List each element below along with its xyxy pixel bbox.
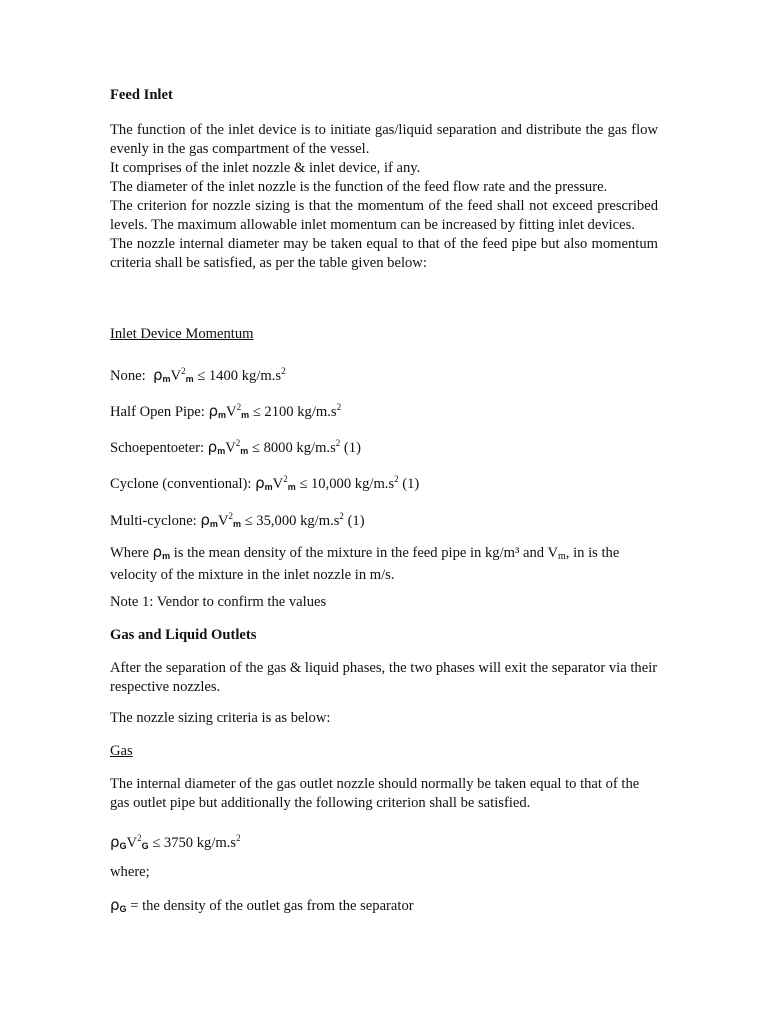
subscript-m: m	[264, 482, 273, 492]
subscript-m: m	[558, 551, 566, 562]
momentum-heading: Inlet Device Momentum	[110, 326, 254, 342]
rho-symbol: ρ	[152, 543, 163, 561]
rho-g-definition	[110, 896, 658, 919]
subscript-m: m	[209, 519, 218, 529]
gas-paragraph: The internal diameter of the gas outlet nozzle should normally be taken equal to that of the gas outlet pipe but additionally the following criterion shall be satisfied.	[110, 776, 640, 811]
where-definition	[110, 543, 658, 585]
outlets-para-1: After the separation of the gas & liquid phases, the two phases will exit the separator via their respective nozzles.	[110, 660, 658, 695]
outlets-para-2: The nozzle sizing criteria is as below:	[110, 710, 331, 726]
gas-heading: Gas	[110, 743, 133, 759]
velocity-symbol: V	[170, 368, 182, 384]
superscript-2: 2	[235, 438, 241, 448]
momentum-item	[110, 470, 658, 497]
momentum-item-note: (1)	[343, 513, 365, 529]
subscript-m: m	[217, 446, 226, 456]
rho-symbol: ρ	[255, 474, 265, 492]
subscript-g: G	[141, 841, 149, 851]
momentum-item-note: (1)	[398, 476, 420, 492]
momentum-item-label: Cyclone (conventional):	[110, 476, 252, 492]
subscript-m: m	[241, 410, 250, 420]
gas-criterion	[110, 829, 658, 856]
outlets-heading: Gas and Liquid Outlets	[110, 627, 257, 643]
superscript-2: 2	[181, 366, 186, 376]
momentum-item-limit: ≤ 1400 kg/m.s	[193, 368, 282, 384]
momentum-item-label: None:	[110, 368, 146, 384]
feed-inlet-para-4: The criterion for nozzle sizing is that the momentum of the feed shall not exceed prescribed levels. The maximum allowable inlet momentum can be increased by fitting inlet devices.	[110, 198, 658, 233]
momentum-item-label: Half Open Pipe:	[110, 404, 205, 420]
momentum-item-note: (1)	[340, 440, 361, 456]
subscript-m: m	[287, 482, 296, 492]
gas-limit: ≤ 3750 kg/m.s	[148, 835, 237, 851]
feed-inlet-para-5: The nozzle internal diameter may be taken equal to that of the feed pipe but also momentum criteria shall be satisfied, as per the table given below:	[110, 236, 658, 271]
where-text-a: Where	[110, 545, 153, 561]
rho-symbol: ρ	[207, 438, 218, 456]
subscript-g: G	[119, 904, 127, 914]
rho-symbol: ρ	[200, 511, 210, 529]
momentum-item	[110, 434, 658, 461]
superscript-2: 2	[228, 511, 233, 521]
subscript-m: m	[162, 551, 171, 561]
superscript-2: 2	[335, 438, 341, 448]
feed-inlet-para-2: It comprises of the inlet nozzle & inlet device, if any.	[110, 160, 421, 176]
superscript-2: 2	[236, 402, 242, 412]
feed-inlet-para-3: The diameter of the inlet nozzle is the function of the feed flow rate and the pressure.	[110, 179, 608, 195]
superscript-2: 2	[137, 833, 142, 843]
superscript-2: 2	[281, 366, 286, 376]
feed-inlet-paragraphs	[110, 121, 658, 273]
superscript-2: 2	[283, 474, 288, 484]
vendor-note: Note 1: Vendor to confirm the values	[110, 594, 327, 610]
feed-inlet-para-1: The function of the inlet device is to initiate gas/liquid separation and distribute the gas flow evenly in the gas compartment of the vessel.	[110, 122, 658, 157]
superscript-2: 2	[394, 474, 399, 484]
rho-g-definition-text: = the density of the outlet gas from the separator	[126, 898, 414, 914]
momentum-item-label: Multi-cyclone:	[110, 513, 197, 529]
velocity-symbol: V	[225, 440, 236, 456]
rho-symbol: ρ	[110, 833, 120, 851]
velocity-symbol: V	[126, 835, 138, 851]
momentum-item	[110, 507, 658, 534]
feed-inlet-heading: Feed Inlet	[110, 87, 173, 103]
rho-symbol: ρ	[110, 896, 120, 914]
momentum-item	[110, 398, 658, 425]
subscript-g: G	[119, 841, 127, 851]
where-text-c: , in is the velocity of the mixture in the inlet nozzle in m/s.	[110, 545, 620, 583]
momentum-item-limit: ≤ 35,000 kg/m.s	[241, 513, 340, 529]
velocity-symbol: V	[272, 476, 284, 492]
subscript-m: m	[218, 410, 227, 420]
momentum-item-limit: ≤ 8000 kg/m.s	[248, 440, 336, 456]
superscript-2: 2	[336, 402, 342, 412]
velocity-symbol: V	[217, 513, 229, 529]
rho-symbol: ρ	[152, 366, 163, 384]
superscript-2: 2	[339, 511, 344, 521]
rho-symbol: ρ	[208, 402, 219, 420]
subscript-m: m	[162, 374, 171, 384]
momentum-item-limit: ≤ 2100 kg/m.s	[249, 404, 337, 420]
momentum-item	[110, 362, 658, 389]
subscript-m: m	[185, 374, 194, 384]
momentum-item-label: Schoepentoeter:	[110, 440, 205, 456]
velocity-symbol: V	[226, 404, 237, 420]
where-label: where;	[110, 864, 150, 880]
subscript-m: m	[240, 446, 249, 456]
momentum-item-limit: ≤ 10,000 kg/m.s	[295, 476, 395, 492]
subscript-m: m	[232, 519, 241, 529]
superscript-2: 2	[236, 833, 241, 843]
where-text-b: is the mean density of the mixture in the feed pipe in kg/m³ and V	[170, 545, 559, 561]
